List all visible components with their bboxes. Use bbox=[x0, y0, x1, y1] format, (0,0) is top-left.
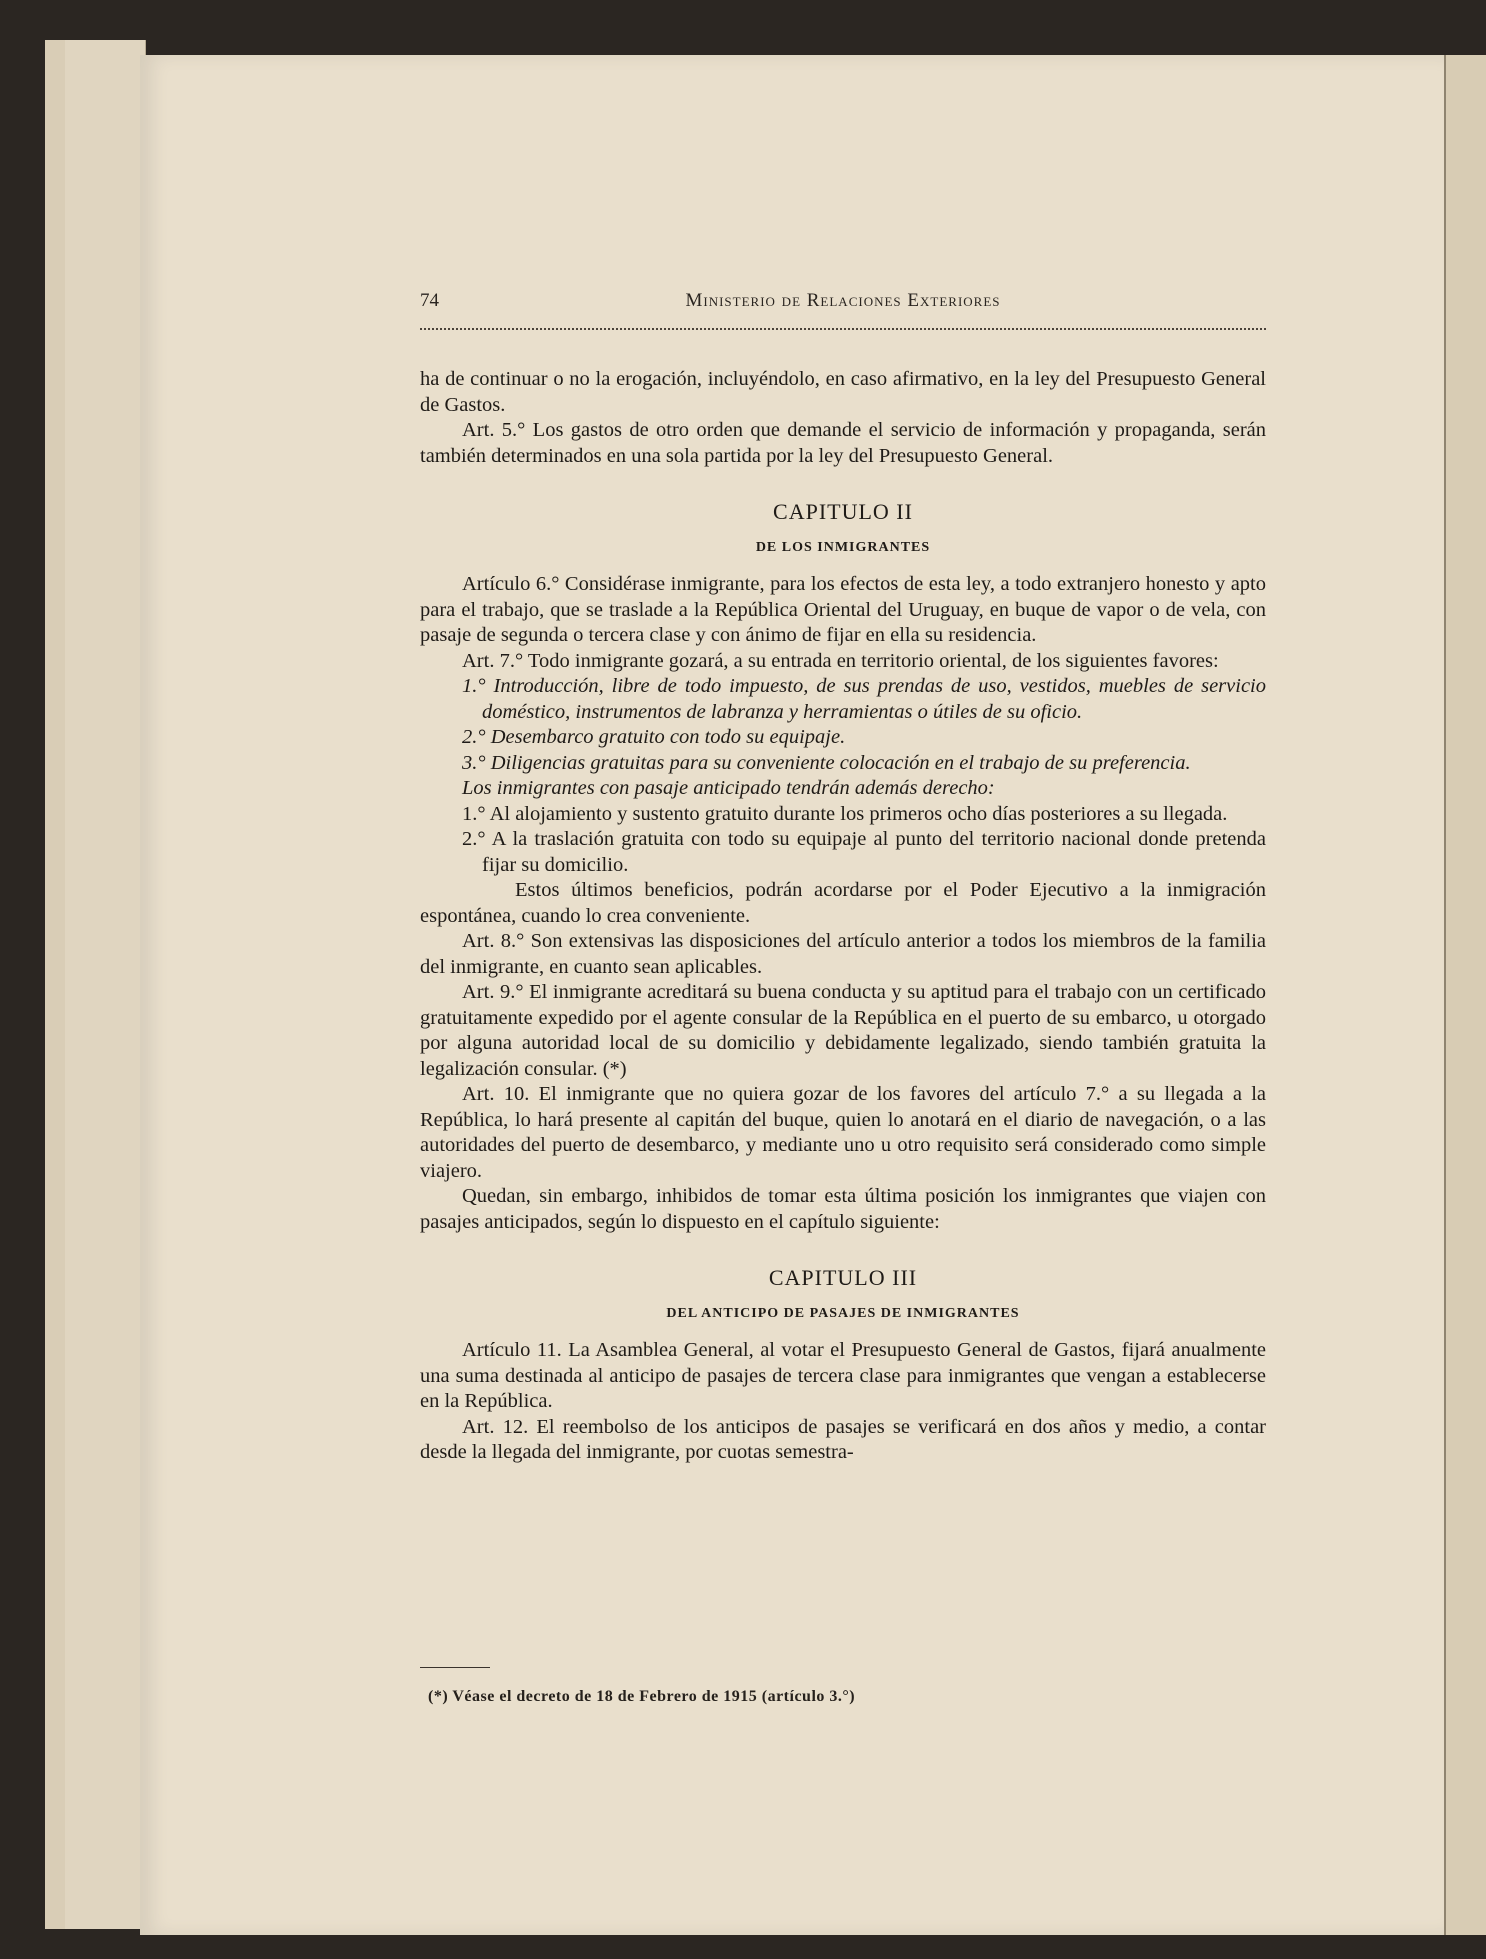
article-5: Art. 5.° Los gastos de otro orden que demande el servicio de información y propaganda, serán también determinados en una sola partida por la ley del Presupuesto General. bbox=[420, 419, 1266, 467]
favor-3: 3.° Diligencias gratuitas para su conveniente colocación en el trabajo de su preferencia. bbox=[462, 751, 1191, 774]
paragraph: ha de continuar o no la erogación, incluyéndolo, en caso afirmativo, en la ley del Presupuesto General de Gastos. bbox=[420, 368, 1266, 416]
chapter-3-title: CAPITULO III bbox=[768, 1265, 918, 1290]
anticipated-1: 1.° Al alojamiento y sustento gratuito durante los primeros ocho días posteriores a su llegada. bbox=[462, 802, 1228, 825]
footnote-rule bbox=[420, 1667, 490, 1668]
anticipated-2: 2.° A la traslación gratuita con todo su equipaje al punto del territorio nacional donde pretenda fijar su domicilio. bbox=[462, 828, 1266, 876]
article-6: Artículo 6.° Considérase inmigrante, para los efectos de esta ley, a todo extranjero honesto y apto para el trabajo, que se traslade a la República Oriental del Uruguay, en buque de vapor o de vela, con pasaje de segunda o tercera clase y con ánimo de fijar en ella su residencia. bbox=[420, 573, 1266, 646]
running-title: Ministerio de Relaciones Exteriores bbox=[685, 290, 1001, 311]
page-header bbox=[420, 290, 1266, 320]
page-number: 74 bbox=[420, 290, 439, 311]
next-page-edge bbox=[1444, 55, 1486, 1935]
chapter-2-subtitle: DE LOS INMIGRANTES bbox=[755, 539, 931, 555]
book-page-edge-inner bbox=[65, 40, 146, 1929]
favor-1: 1.° Introducción, libre de todo impuesto, de sus prendas de uso, vestidos, muebles de servicio doméstico, instrumentos de labranza y herramientas o útiles de su oficio. bbox=[462, 675, 1266, 723]
anticipated-intro: Los inmigrantes con pasaje anticipado tendrán además derecho: bbox=[462, 777, 995, 799]
article-12: Art. 12. El reembolso de los anticipos de pasajes se verificará en dos años y medio, a contar desde la llegada del inmigrante, por cuotas semestra- bbox=[420, 1415, 1266, 1463]
article-9: Art. 9.° El inmigrante acreditará su buena conducta y su aptitud para el trabajo con un certificado gratuitamente expedido por el agente consular de la República en el puerto de su embarco, u otorgado por alguna autoridad local de su domicilio y debidamente legalizado, siendo también gratuita la legalización consular. (*) bbox=[420, 981, 1266, 1080]
footnote: (*) Véase el decreto de 18 de Febrero de 1915 (artículo 3.°) bbox=[428, 1688, 856, 1705]
article-7: Art. 7.° Todo inmigrante gozará, a su entrada en territorio oriental, de los siguientes favores: bbox=[462, 649, 1219, 672]
chapter-2-title: CAPITULO II bbox=[773, 499, 913, 524]
favor-2: 2.° Desembarco gratuito con todo su equipaje. bbox=[462, 726, 846, 748]
article-11: Artículo 11. La Asamblea General, al votar el Presupuesto General de Gastos, fijará anualmente una suma destinada al anticipo de pasajes de tercera clase para inmigrantes que vengan a establecerse en la República. bbox=[420, 1339, 1266, 1412]
anticipated-note: Estos últimos beneficios, podrán acordarse por el Poder Ejecutivo a la inmigración espontánea, cuando lo crea conveniente. bbox=[420, 879, 1266, 927]
chapter-3-subtitle: DEL ANTICIPO DE PASAJES DE INMIGRANTES bbox=[666, 1305, 1020, 1321]
header-dotted-rule bbox=[420, 328, 1266, 330]
page-body bbox=[420, 367, 1266, 1466]
paragraph: Quedan, sin embargo, inhibidos de tomar esta última posición los inmigrantes que viajen con pasajes anticipados, según lo dispuesto en el capítulo siguiente: bbox=[420, 1185, 1266, 1233]
article-10: Art. 10. El inmigrante que no quiera gozar de los favores del artículo 7.° a su llegada a la República, lo hará presente al capitán del buque, quien lo anotará en el diario de navegación, o a las autoridades del puerto de desembarco, y mediante uno u otro requisito será considerado como simple viajero. bbox=[420, 1083, 1266, 1182]
article-8: Art. 8.° Son extensivas las disposiciones del artículo anterior a todos los miembros de la familia del inmigrante, en cuanto sean aplicables. bbox=[420, 930, 1266, 978]
